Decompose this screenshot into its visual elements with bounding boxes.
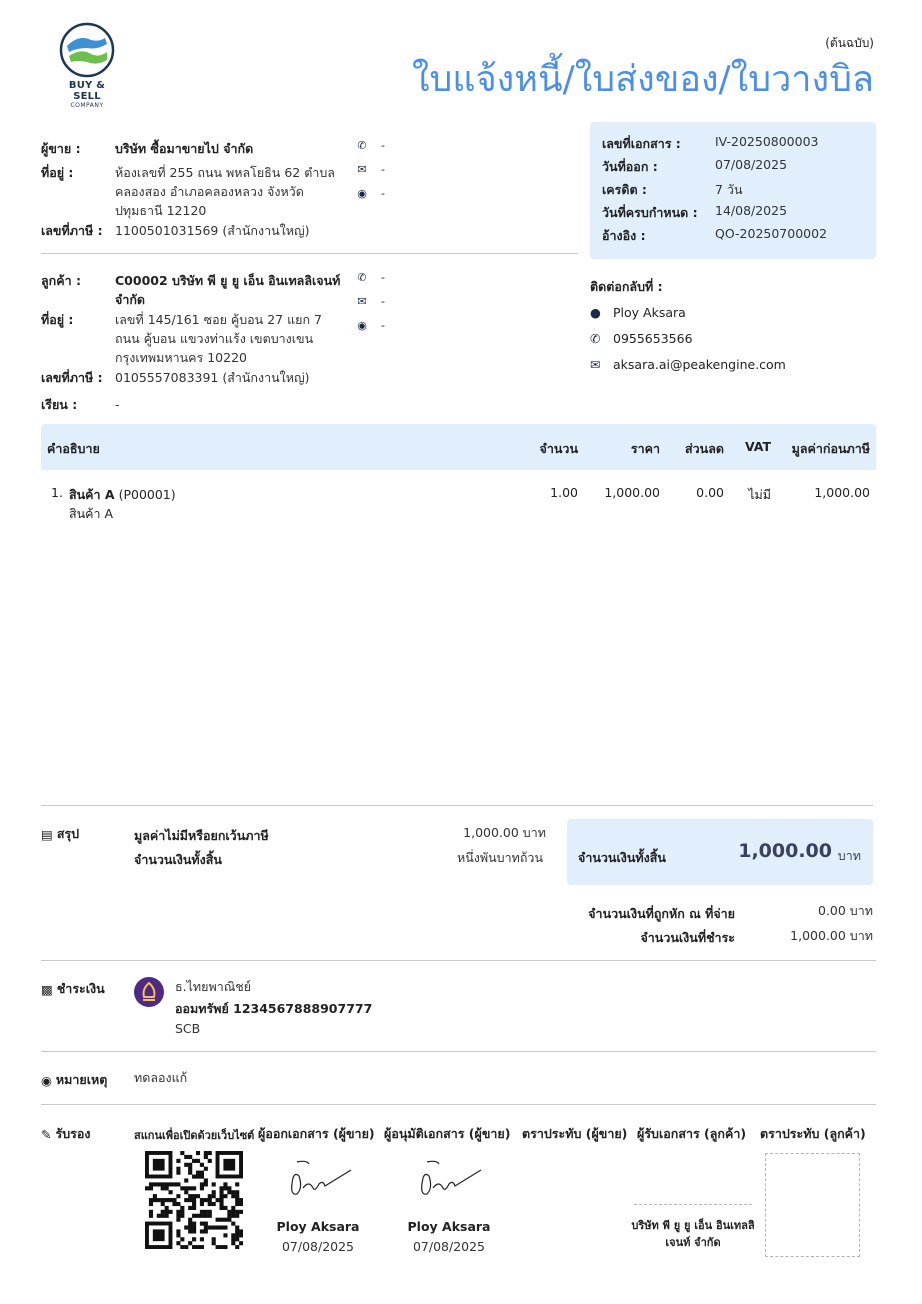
approver-label: ผู้อนุมัติเอกสาร (ผู้ขาย) [384, 1126, 511, 1141]
row-qty: 1.00 [550, 485, 578, 500]
customer-web: - [381, 319, 385, 332]
company-logo [54, 22, 120, 109]
total-label: จำนวนเงินทั้งสิ้น [134, 852, 222, 867]
customer-phone: - [381, 271, 385, 284]
credit: 7 วัน [715, 182, 743, 197]
reference-label: อ้างอิง : [602, 228, 646, 243]
customer-address: เลขที่ 145/161 ซอย คู้บอน 27 แยก 7 ถนน คู้บอน แขวงท่าแร้ง เขตบางเขน กรุงเทพมหานคร 10220 [115, 312, 322, 365]
note-label: ◉ หมายเหตุ [41, 1072, 108, 1088]
reference: QO-20250700002 [715, 226, 828, 241]
handshake-logo-icon [57, 22, 117, 78]
qr-caption: สแกนเพื่อเปิดด้วยเว็บไซต์ [134, 1129, 255, 1142]
contact-email: aksara.ai@peakengine.com [613, 357, 786, 372]
copy-label: (ต้นฉบับ) [825, 36, 874, 50]
contact-person: Ploy Aksara [613, 305, 686, 320]
seller-web: - [381, 187, 385, 200]
seller-tax-label: เลขที่ภาษี : [41, 223, 103, 238]
row-number: 1. [51, 485, 63, 500]
seller-address-label: ที่อยู่ : [41, 165, 74, 180]
bank-code: SCB [175, 1021, 201, 1036]
approval-label: ✎ รับรอง [41, 1126, 91, 1142]
bank-account: ออมทรัพย์ 1234567888907777 [175, 1001, 373, 1016]
seller-block [41, 139, 351, 241]
grand-total-box [567, 819, 873, 885]
phone-icon: ✆ [357, 139, 367, 152]
divider [41, 1104, 876, 1105]
issuer-label: ผู้ออกเอกสาร (ผู้ขาย) [258, 1126, 375, 1141]
summary-label: ▤ สรุป [41, 826, 80, 842]
logo-text-sub: COMPANY [70, 102, 104, 109]
payment-label: ▩ ชำระเงิน [41, 981, 105, 997]
row-amount: 1,000.00 [814, 485, 870, 500]
credit-label: เครดิต : [602, 182, 647, 197]
items-table-header [41, 424, 876, 470]
customer-stamp-label: ตราประทับ (ลูกค้า) [760, 1126, 866, 1141]
chat-bubble-icon: ◉ [41, 1072, 52, 1088]
nonvat-value: 1,000.00 บาท [463, 825, 546, 840]
document-title: ใบแจ้งหนี้/ใบส่งของ/ใบวางบิล [411, 59, 874, 100]
nonvat-label: มูลค่าไม่มีหรือยกเว้นภาษี [134, 828, 269, 843]
due-date-label: วันที่ครบกำหนด : [602, 205, 698, 220]
seller-tax-id: 1100501031569 (สำนักงานใหญ่) [115, 223, 310, 238]
issuer-name: Ploy Aksara [276, 1219, 360, 1234]
customer-tax-id: 0105557083391 (สำนักงานใหญ่) [115, 370, 310, 385]
seller-stamp-label: ตราประทับ (ผู้ขาย) [522, 1126, 628, 1141]
customer-tax-label: เลขที่ภาษี : [41, 370, 103, 385]
approver-date: 07/08/2025 [412, 1239, 486, 1254]
row-discount: 0.00 [696, 485, 724, 500]
globe-icon: ◉ [357, 319, 367, 332]
issuer-signature [285, 1158, 355, 1202]
phone-icon: ✆ [357, 271, 367, 284]
customer-name-label: ลูกค้า : [41, 273, 81, 288]
seller-name-label: ผู้ขาย : [41, 141, 81, 156]
row-price: 1,000.00 [604, 485, 660, 500]
col-discount: ส่วนลด [685, 441, 724, 456]
customer-email: - [381, 295, 385, 308]
cash-icon: ▩ [41, 981, 53, 997]
seller-name: บริษัท ซื้อมาขายไป จำกัด [115, 141, 254, 156]
contact-back-label: ติดต่อกลับที่ : [590, 279, 663, 294]
issue-date-label: วันที่ออก : [602, 159, 658, 174]
customer-stamp-box [765, 1153, 860, 1257]
note-text: ทดลองแก้ [134, 1070, 188, 1085]
qr-code[interactable] [145, 1151, 243, 1249]
contact-back-block [590, 277, 786, 383]
signature-icon: ✎ [41, 1126, 52, 1142]
divider [41, 253, 578, 254]
customer-attn-label: เรียน : [41, 397, 78, 412]
withheld-label: จำนวนเงินที่ถูกหัก ณ ที่จ่าย [588, 906, 735, 921]
logo-text-main: BUY & SELL [68, 80, 106, 102]
grand-total-label: จำนวนเงินทั้งสิ้น [578, 850, 666, 865]
customer-contact [355, 266, 385, 338]
customer-name: C00002 บริษัท พี ยู ยู เอ็น อินเทลลิเจนท์ จำกัด [115, 273, 341, 307]
globe-icon: ◉ [357, 187, 367, 200]
document-info-box [590, 122, 876, 259]
scb-bank-logo-icon [134, 977, 164, 1007]
bank-name: ธ.ไทยพาณิชย์ [175, 979, 252, 994]
col-amount: มูลค่าก่อนภาษี [791, 441, 870, 456]
divider [41, 805, 873, 806]
contact-phone: 0955653566 [613, 331, 693, 346]
issuer-date: 07/08/2025 [281, 1239, 355, 1254]
receiver-label: ผู้รับเอกสาร (ลูกค้า) [637, 1126, 747, 1141]
doc-number: IV-20250800003 [715, 134, 819, 149]
divider [41, 960, 876, 961]
divider [41, 1051, 876, 1052]
clipboard-icon: ▤ [41, 826, 53, 842]
grand-total-value: 1,000.00 [738, 840, 832, 862]
row-vat: ไม่มี [748, 487, 771, 502]
person-icon: ● [590, 305, 601, 320]
customer-block [41, 271, 351, 415]
due-date: 14/08/2025 [715, 203, 788, 218]
seller-phone: - [381, 139, 385, 152]
approver-signature [415, 1158, 485, 1202]
withheld-value: 0.00 บาท [818, 903, 873, 918]
email-icon: ✉ [357, 163, 367, 176]
grand-total-unit: บาท [837, 848, 861, 863]
row-item-sub: สินค้า A [69, 506, 114, 521]
issue-date: 07/08/2025 [715, 157, 788, 172]
payable-value: 1,000.00 บาท [790, 928, 873, 943]
receiver-signature-line [634, 1204, 752, 1205]
col-desc: คำอธิบาย [47, 441, 100, 456]
col-qty: จำนวน [539, 441, 578, 456]
seller-address: ห้องเลขที่ 255 ถนน พหลโยธิน 62 ตำบล คลองสอง อำเภอคลองหลวง จังหวัด ปทุมธานี 12120 [115, 165, 335, 218]
approver-name: Ploy Aksara [407, 1219, 491, 1234]
customer-attn: - [115, 397, 120, 412]
receiver-company: บริษัท พี ยู ยู เอ็น อินเทลลิ เจนท์ จำกัด [631, 1219, 755, 1249]
total-words: หนึ่งพันบาทถ้วน [457, 850, 543, 865]
customer-address-label: ที่อยู่ : [41, 312, 74, 327]
row-item: สินค้า A (P00001) [69, 487, 176, 502]
col-vat: VAT [744, 439, 771, 454]
seller-email: - [381, 163, 385, 176]
email-icon: ✉ [590, 357, 601, 372]
phone-icon: ✆ [590, 331, 601, 346]
col-price: ราคา [630, 441, 660, 456]
doc-number-label: เลขที่เอกสาร : [602, 136, 681, 151]
email-icon: ✉ [357, 295, 367, 308]
table-row [41, 470, 876, 530]
seller-contact [355, 134, 385, 206]
payable-label: จำนวนเงินที่ชำระ [640, 930, 735, 945]
